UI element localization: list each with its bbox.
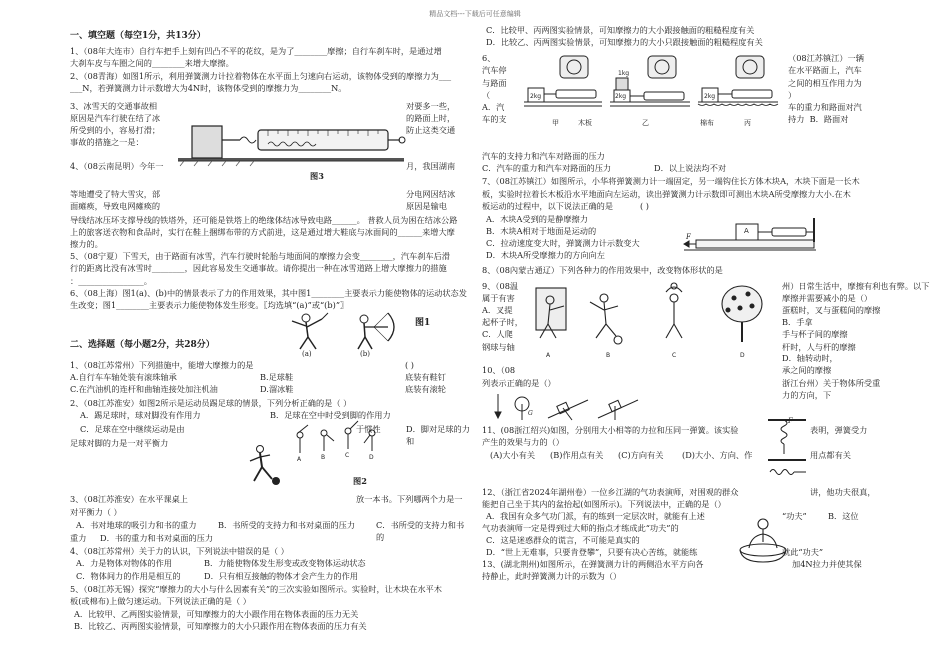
question-text: 面瘫痪，导致电网瘫痪的 (70, 201, 161, 212)
question-text: 4、（08云南昆明）今年一 (70, 160, 164, 171)
fig2-caption: 图2 (353, 476, 367, 487)
question-text: 6、（08上海）图1(a)、(b)中的情景表示了力的作用效果，其中图1________主要表示力能使物体的运动状态发 (70, 287, 467, 298)
question-text: 能把自己坐于其内的盆抬起(如图所示)。下列说法中，正确的是（） (482, 498, 726, 509)
question-text: ：________________。 (70, 275, 152, 286)
question-text: 蛋糕时，叉与蛋糕间的摩擦 (782, 305, 881, 316)
choice-1-block (70, 359, 472, 397)
question-text: 起杯子时， (482, 317, 523, 328)
option-text: 汽车的支持力和汽车对路面的压力 (482, 151, 605, 162)
option-text: A．踢足球时，球对脚没有作用力 (80, 410, 201, 421)
svg-text:A: A (297, 456, 302, 464)
fig-label-cloth: 棉布 (700, 119, 714, 128)
fig-label-jia: 甲 (552, 119, 559, 128)
option-text: 用点都有关 (810, 449, 851, 460)
question-text: C．人爬 (482, 329, 513, 340)
block-label: 2kg (615, 93, 627, 101)
option-text: C.在汽油机的连杆和曲轴连接处加注机油 (70, 384, 218, 394)
option-label-a: A (546, 351, 551, 359)
fig1-caption: 图1 (415, 318, 431, 328)
question-text: 10、（08 (482, 364, 516, 375)
option-label-d: D (740, 351, 745, 359)
question-text: 之间的相互作用力为 (788, 77, 862, 88)
option-text: D．木块A所受摩擦力的方向向左 (486, 249, 605, 260)
question-text: （08江苏镇江）一辆 (788, 53, 864, 64)
question-text: 7、（08江苏镇江）如图所示，小华将弹簧测力计一端固定，另一端钩住长方体木块A，木块下面是一长木 (482, 176, 860, 187)
question-text: 4、（08江苏常州）关于力的认识，下列说法中错误的是（ ） (70, 546, 289, 557)
block-label: 2kg (530, 93, 542, 101)
page-header: 精品文档---下载后可任意编辑 (429, 10, 521, 18)
question-text: 放一本书。下列哪两个力是一 (356, 494, 463, 505)
question-text: ） (788, 89, 797, 100)
spring-scale-figure (178, 106, 406, 168)
option-text: 底装有鞋钉 (405, 372, 446, 382)
svg-text:B: B (321, 454, 326, 462)
option-text: (D)大小、方向、作 (682, 449, 753, 460)
fig1-a-caption: (a) (302, 350, 312, 358)
question-text: 手与杯子间的摩擦 (782, 329, 848, 340)
question-text: 加4N拉力并使其保 (792, 558, 862, 569)
friction-experiment-figure (520, 52, 782, 138)
option-text: 足球对脚的力是一对平衡力 (70, 438, 169, 449)
option-text: A．我国有众多气功门派，有的练到一定层次时，就能有上述 (486, 510, 705, 521)
option-text: D．以上说法均不对 (654, 163, 727, 174)
option-text: A.自行车车轴处装有滚珠轴承 (70, 372, 177, 382)
question-3-block (70, 100, 472, 188)
option-text: C．汽车的重力和汽车对路面的压力 (482, 163, 612, 174)
question-text: 对要多一些， (406, 100, 456, 111)
question-text: D．轴转动时， (782, 352, 838, 363)
question-text: 11、(08浙江绍兴)如图，分别用大小相等的力拉和压同一弹簧。该实验 (482, 424, 739, 435)
question-text: 事故的措施之一是： (70, 137, 144, 148)
option-text: (A)大小有关 (490, 449, 536, 460)
option-text: C．这是迷惑群众的谎言，不可能是真实的 (486, 534, 640, 545)
fig-label-yi: 乙 (642, 119, 649, 128)
question-text: 1、（08江苏常州）下列措施中，能增大摩擦力的是 (70, 360, 254, 370)
question-text: 与路面 (482, 77, 507, 88)
board-pull-figure (682, 212, 818, 256)
qigong-basin-figure (738, 516, 788, 564)
option-text: B．这位 (828, 510, 859, 521)
option-text: 重力 (70, 533, 87, 544)
fig-label-bing: 丙 (744, 119, 751, 128)
answer-paren: ( ) (405, 360, 414, 370)
option-text: B．比较乙、丙两图实验情景，可知摩擦力的大小只跟作用在物体表面的压力有关 (74, 620, 367, 631)
svg-text:D: D (369, 454, 374, 462)
spring-push-pull-figure (764, 416, 810, 486)
fig1-block (70, 311, 472, 359)
option-text: D.溜冰鞋 (260, 384, 294, 394)
question-text: 行的距离比没有冰雪时________，因此容易发生交通事故。请你提出一种在冰雪道路上增大摩擦力的措施 (70, 263, 447, 274)
option-text: A．书对地球的吸引力和书的重力 (76, 520, 197, 531)
question-text: B．手拿 (782, 317, 813, 328)
question-text: 车的支 (482, 113, 507, 124)
option-text: B．力能使物体发生形变或改变物体运动状态 (204, 558, 366, 569)
option-text: (B)作用点有关 (550, 449, 604, 460)
option-text: C．物体间力的作用是相互的 (76, 571, 181, 582)
option-text: 就此“功夫” (782, 546, 824, 557)
option-text: B．书所受的支持力和书对桌面的压力 (218, 520, 356, 531)
option-text: D．比较乙、丙两图实验情景，可知摩擦力的大小只跟接触面的粗糙程度有关 (486, 37, 763, 48)
question-text: 列表示正确的是（） (482, 377, 556, 388)
gravity-direction-figure (492, 390, 652, 422)
question-text: 原因是汽车行驶在结了冰 (70, 113, 161, 124)
question-text (788, 113, 888, 125)
option-label-c: C (672, 351, 677, 359)
question-text: A．汽 (482, 101, 505, 112)
question-text: 产生的效果与力的（） (482, 436, 564, 447)
option-text: B．木块A相对于地面是运动的 (486, 225, 597, 236)
question-text: 车的重力和路面对汽 (788, 101, 862, 112)
gravity-label: G (528, 409, 533, 417)
question-text: 对平衡力（ ） (70, 507, 122, 518)
answer-paren: ( ) (640, 200, 649, 211)
force-f-label: F (686, 232, 691, 241)
option-text: B.足球鞋 (260, 372, 294, 382)
question-text: 5、（08江苏无锡）探究“摩擦力的大小与什么因素有关”的三次实验如图所示。实验时，让木块在水平木 (70, 584, 442, 595)
question-text: 承之间的摩擦 (782, 364, 832, 375)
question-text: 州）日常生活中，摩擦有利也有弊。以下 (782, 280, 930, 291)
question-text: 6、 (482, 53, 496, 64)
block-label: 2kg (704, 93, 716, 101)
choice-3-options (70, 519, 472, 545)
fig1-b-caption: (b) (360, 350, 370, 358)
question-text: 导线结冰压坏支撑导线的铁塔外，还可能是铁塔上的绝缘体结冰导致电路______。 普救人员为困在结冰公路 (70, 214, 458, 225)
question-text: 月，我国湖南 (406, 160, 456, 171)
question-6-options (482, 162, 884, 175)
option-text: C．拉动速度变大时，弹簧测力计示数变大 (486, 237, 640, 248)
question-4-block (70, 188, 472, 214)
option-text: 于惯性 (356, 424, 381, 435)
choice-4-options (70, 557, 472, 583)
fig3-caption: 图3 (310, 170, 324, 181)
question-text: 2、（08青海）如图1所示，利用弹簧测力计拉着物体在水平面上匀速向右运动，该物体受到的摩擦力为___ (70, 70, 452, 81)
option-text: D．“世上无难事，只要肯登攀”，只要有决心苦练，就能练 (486, 546, 698, 557)
weight-label: 1kg (618, 70, 630, 78)
question-text: 上的旅客送衣物和食品时，实行在鞋上捆绑布带的方式前进，这是通过增大鞋底与冰面间的______来增大摩 (70, 227, 455, 238)
question-text: 3、冰雪天的交通事故相 (70, 100, 158, 111)
option-text: A．比较甲、乙两图实验情景，可知摩擦力的大小跟作用在物体表面的压力无关 (74, 608, 359, 619)
question-6-block (482, 52, 884, 150)
svg-text:C: C (345, 452, 350, 460)
question-text: 摩擦并需要减小的是（） (782, 292, 873, 303)
question-text: 擦力的。 (70, 239, 103, 250)
question-text: 板运动的过程中，以下说法正确的是 (482, 200, 614, 211)
question-text: 生改变；图1________主要表示力能使物体发生形变。〖均选填“(a)”或“(b)”〗 (70, 299, 349, 310)
option-text: “功夫” (782, 510, 807, 521)
right-column (482, 24, 930, 582)
question-9-tail (482, 352, 884, 400)
option-text: D．书的重力和书对桌面的压力 (100, 533, 214, 544)
question-text: 1、（08年大连市）自行车把手上刻有凹凸不平的花纹，是为了________摩擦；自行车刹车时，是通过增 (70, 46, 442, 57)
option-text: (C)方向有关 (618, 449, 664, 460)
question-text: （ (482, 89, 491, 100)
option-text: C．足球在空中继续运动是由 (80, 424, 185, 435)
question-text: 原因是输电 (406, 201, 447, 212)
question-text: 3、（08江苏淮安）在水平课桌上 (70, 494, 188, 505)
question-text: 分电网因结冰 (406, 188, 456, 199)
question-text: A．叉提 (482, 305, 513, 316)
question-text: 的路面上时， (406, 113, 456, 124)
option-text: B．路面对 (809, 113, 849, 124)
question-text: 板(或棉布)上做匀速运动。下列说法正确的是（ ） (70, 596, 251, 607)
question-text: 13、(湖北荆州)如图所示，在弹簧测力计的两侧沿水平方向各 (482, 558, 704, 569)
question-text: 浙江台州）关于物体所受重力的方向，下 (782, 377, 881, 400)
block-a-label: A (744, 226, 749, 235)
option-text: 气功表演师一定是得到过大师的指点才练成此“功夫”的 (482, 522, 679, 533)
section-choice-title: 二、选择题（每小题2分，共28分） (70, 340, 215, 350)
question-text: 杆时，人与杆的摩擦 (782, 341, 856, 352)
question-text: 在水平路面上，汽车 (788, 65, 862, 76)
question-text: 表明，弹簧受力 (810, 424, 868, 435)
option-text: B．足球在空中时受到脚的作用力 (270, 410, 391, 421)
question-text: 2、（08江苏淮安）如图2所示是运动员踢足球的情景，下列分析正确的是（ ） (70, 398, 352, 408)
question-7-block (482, 200, 884, 264)
option-label-b: B (606, 351, 611, 359)
question-text: 讲，他功夫很真， (810, 486, 876, 497)
choice-2-block (70, 409, 472, 493)
fig-label-board: 木板 (578, 119, 592, 128)
option-text: A．力是物体对物体的作用 (76, 558, 172, 569)
left-column (70, 24, 472, 632)
option-text: A．木块A受到的是静摩擦力 (486, 213, 588, 224)
option-text: 持力 (788, 113, 805, 124)
option-text: D．脚对足球的力和 (406, 424, 470, 447)
force-f-label: F (788, 416, 793, 425)
question-text: 防止这类交通 (406, 125, 456, 136)
option-text: C．书所受的支持力和书的 (376, 520, 465, 543)
question-text: 5、（08宁夏）下雪天，由于路面有冰雪，汽车行驶时轮胎与地面间的摩擦力会变________，汽车刹车后滑 (70, 251, 450, 262)
option-text: D．只有相互接触的物体才会产生力的作用 (204, 571, 358, 582)
force-effect-figure (530, 280, 780, 362)
question-text: 等地遭受了特大雪灾，部 (70, 188, 161, 199)
choice-3-block (70, 493, 472, 519)
question-text: 钢球与轴 (482, 341, 515, 352)
question-text: 大刹车皮与车圈之间的________来增大摩擦。 (70, 58, 234, 69)
question-text: 所受到的小，容易打滑； (70, 125, 161, 136)
question-text: 12、（浙江省2024年湖州卷）一位乡江湖的气功表演师，对围观的群众 (482, 486, 739, 497)
question-11-block (482, 416, 884, 486)
question-text: 9、（08温 (482, 280, 519, 291)
question-text: 属于有害 (482, 292, 515, 303)
gravity-direction-figure-block (482, 390, 884, 424)
section-fill-in-title: 一、填空题（每空1分，共13分） (70, 31, 206, 41)
option-text: C．比较甲、丙两图实验情景，可知摩擦力的大小跟接触面的粗糙程度有关 (486, 25, 755, 35)
question-text: 汽车停 (482, 65, 507, 76)
question-text: 持静止，此时弹簧测力计的示数为（） (482, 570, 622, 581)
question-text: 8、（08內蒙古通辽）下列各种力的作用效果中，改变物体形状的是 (482, 264, 723, 275)
question-text: ___N，若弹簧测力计示数增大为4N时，该物体受到的摩擦力为________N。 (70, 82, 347, 93)
option-text: 底装有滚轮 (405, 384, 446, 394)
question-12-block (482, 486, 884, 582)
question-text: 板，实验时拉着长木板沿水平地面向左运动，读出弹簧测力计示数即可测出木块A所受摩擦力大小.在木 (482, 188, 851, 199)
